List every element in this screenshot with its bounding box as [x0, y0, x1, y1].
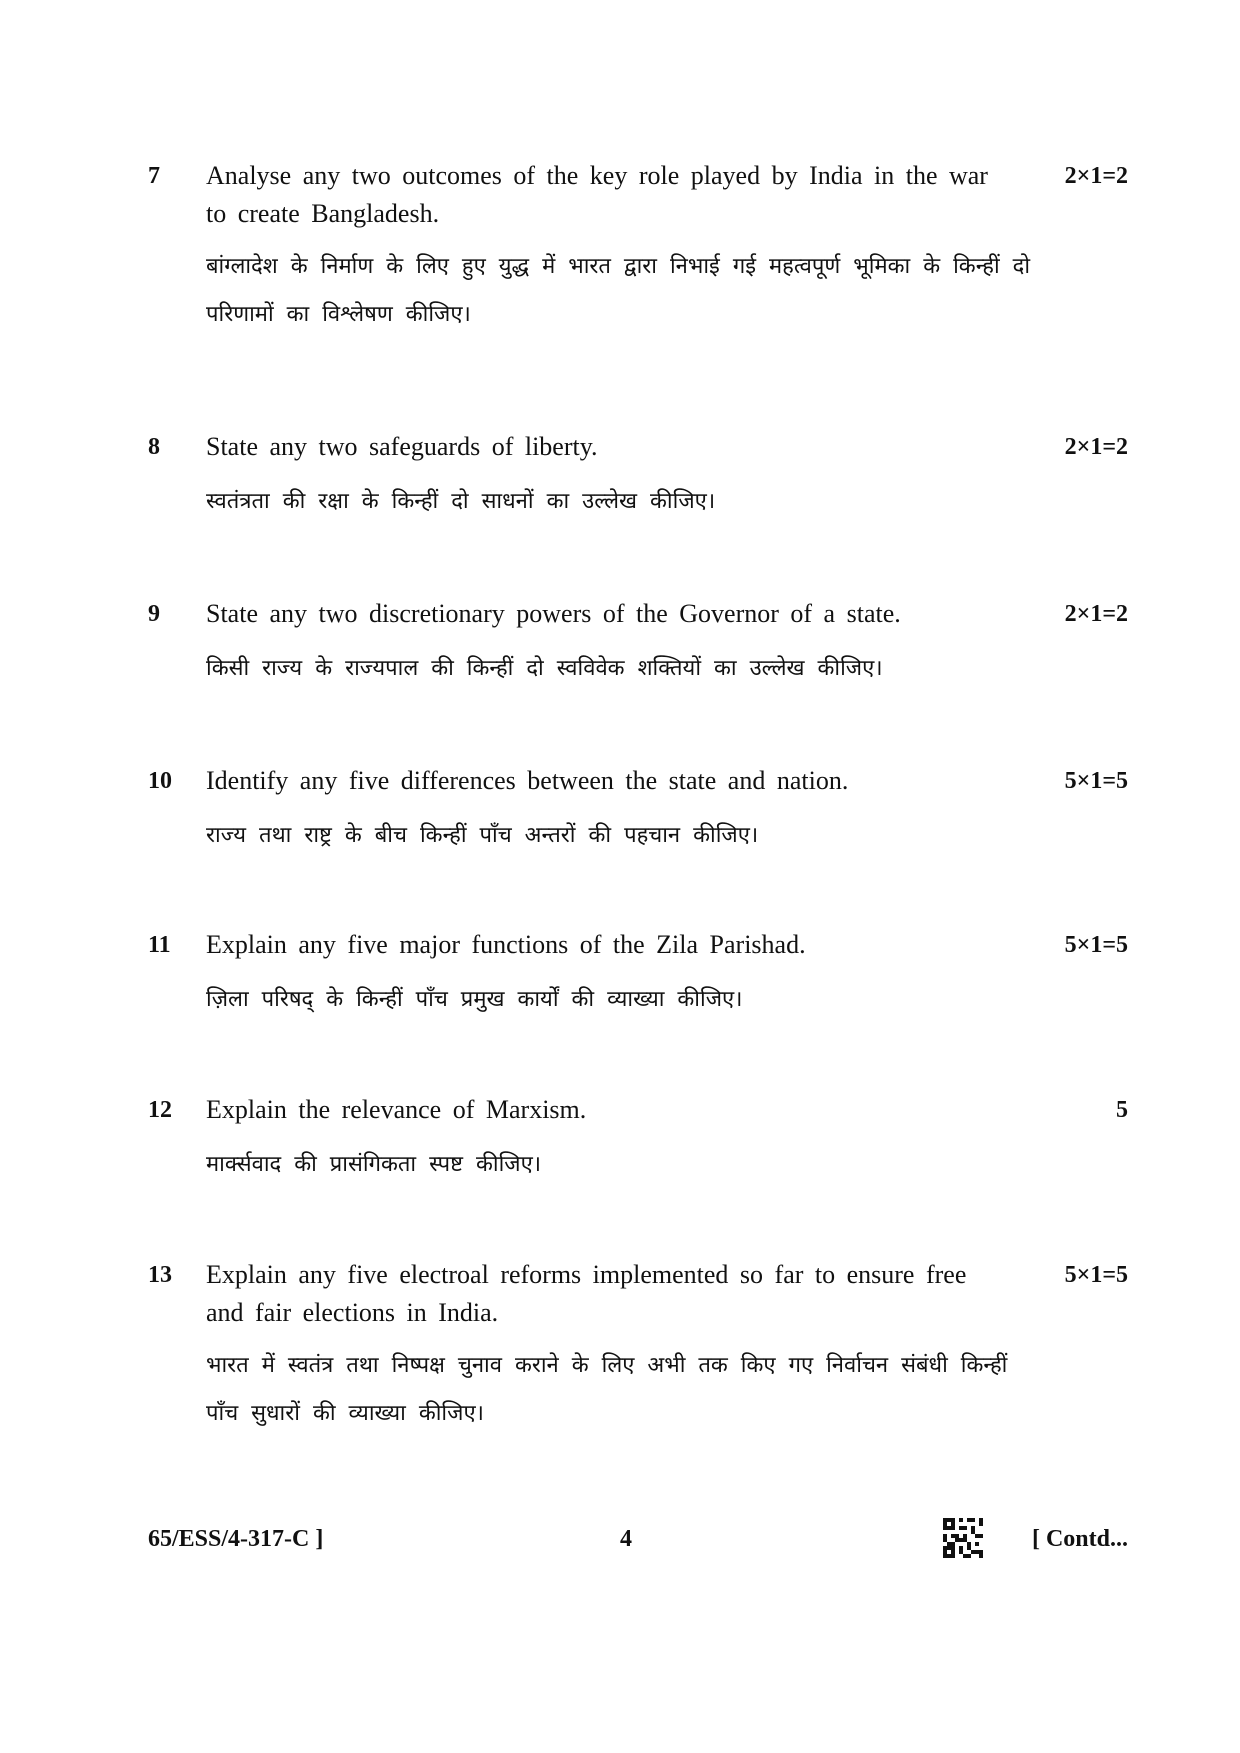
question-text-hindi: मार्क्सवाद की प्रासंगिकता स्पष्ट कीजिए।	[206, 1152, 542, 1177]
page-footer	[148, 1520, 1128, 1564]
question-text-hindi: राज्य तथा राष्ट्र के बीच किन्हीं पाँच अन्तरों की पहचान कीजिए।	[206, 823, 759, 848]
question-marks: 5	[1116, 1097, 1128, 1123]
question-text-english: Analyse any two outcomes of the key role played by India in the war to create Bangladesh.	[206, 161, 988, 228]
question-marks: 5×1=5	[1064, 932, 1128, 958]
question-text-hindi: बांग्लादेश के निर्माण के लिए हुए युद्ध में भारत द्वारा निभाई गई महत्वपूर्ण भूमिका के किन्हीं दो परिणामों का विश्लेषण कीजिए।	[206, 254, 1031, 327]
question-text-hindi: किसी राज्य के राज्यपाल की किन्हीं दो स्वविवेक शक्तियों का उल्लेख कीजिए।	[206, 656, 883, 681]
question-number: 7	[148, 163, 160, 189]
question-text-english: Explain the relevance of Marxism.	[206, 1095, 587, 1124]
question-text-hindi: ज़िला परिषद् के किन्हीं पाँच प्रमुख कार्यों की व्याख्या कीजिए।	[206, 987, 743, 1012]
question-text-hindi: भारत में स्वतंत्र तथा निष्पक्ष चुनाव कराने के लिए अभी तक किए गए निर्वाचन संबंधी किन्हीं पाँच सुधारों की व्याख्या कीजिए।	[206, 1353, 1008, 1426]
question-text-english: Explain any five electroal reforms implemented so far to ensure free and fair elections in India.	[206, 1260, 967, 1327]
question-marks: 2×1=2	[1064, 601, 1128, 627]
question-text-english: Identify any five differences between the state and nation.	[206, 766, 849, 795]
continued-label: [ Contd...	[1031, 1526, 1128, 1552]
question-text-english: State any two safeguards of liberty.	[206, 432, 598, 461]
question-number: 13	[148, 1262, 172, 1288]
page-number: 4	[620, 1526, 632, 1552]
question-number: 8	[148, 434, 160, 460]
question-marks: 5×1=5	[1064, 1262, 1128, 1288]
question-number: 12	[148, 1097, 172, 1123]
question-number: 11	[148, 932, 171, 958]
question-text-hindi: स्वतंत्रता की रक्षा के किन्हीं दो साधनों का उल्लेख कीजिए।	[206, 489, 716, 514]
question-number: 10	[148, 768, 172, 794]
question-marks: 5×1=5	[1064, 768, 1128, 794]
paper-code: 65/ESS/4-317-C ]	[148, 1526, 324, 1552]
qr-code-icon	[943, 1518, 983, 1558]
question-marks: 2×1=2	[1064, 434, 1128, 460]
question-text-english: State any two discretionary powers of the Governor of a state.	[206, 599, 901, 628]
question-number: 9	[148, 601, 160, 627]
question-marks: 2×1=2	[1064, 163, 1128, 189]
question-text-english: Explain any five major functions of the Zila Parishad.	[206, 930, 806, 959]
